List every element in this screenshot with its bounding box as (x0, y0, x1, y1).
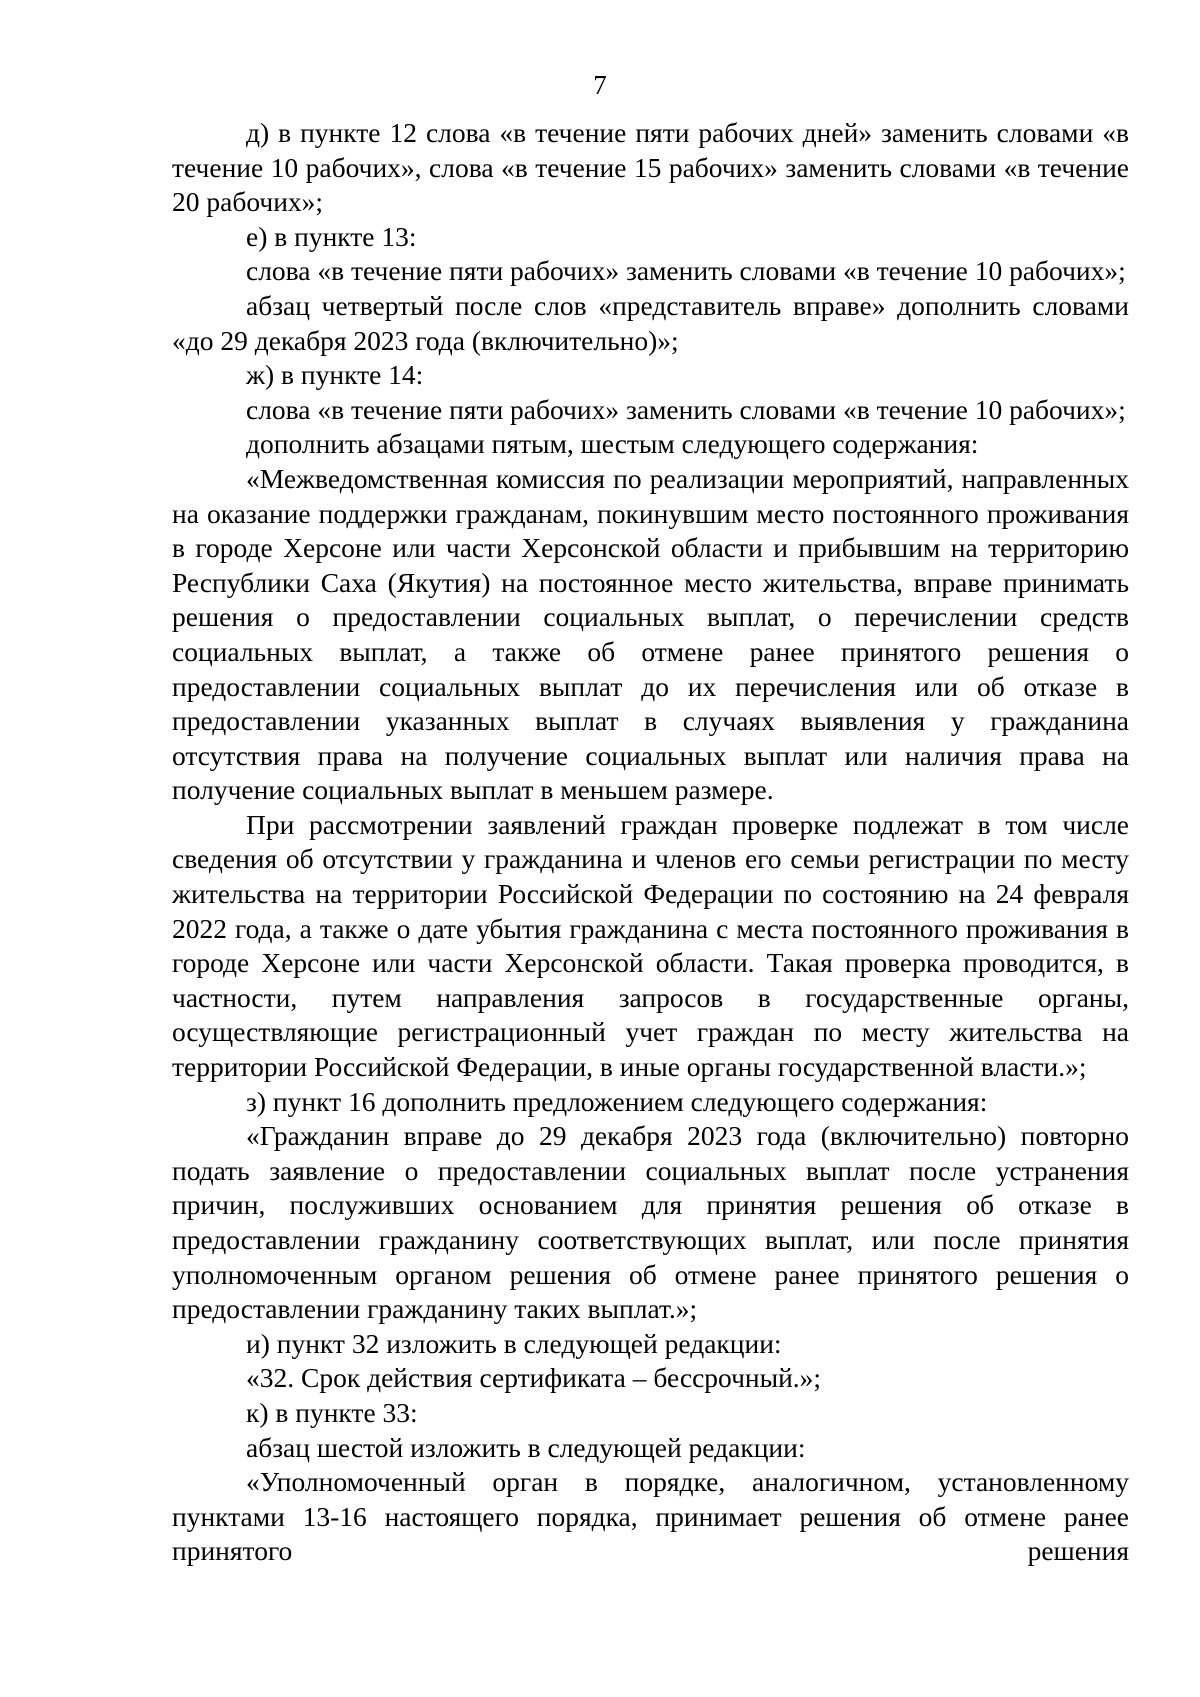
paragraph-item-e: е) в пункте 13: (246, 220, 417, 252)
paragraph-citizen-quote: «Гражданин вправе до 29 декабря 2023 года (включительно) повторно подать заявление о предоставлении социальных выплат после устранения причин, послуживших основанием для принятия решения об отказе в предоставлении гражданину соответствующих выплат, или после принятия уполномоченным органом решения об отмене ранее принятого решения о предоставлении гражданину таких выплат.»; (172, 1120, 1129, 1325)
paragraph-item-zh: ж) в пункте 14: (246, 359, 424, 391)
paragraph-verification: При рассмотрении заявлений граждан проверке подлежат в том числе сведения об отсутствии у гражданина и членов его семьи регистрации по месту жительства на территории Российской Федерации по состоянию на 24 февраля 2022 года, а также о дате убытия гражданина с места постоянного проживания в городе Херсоне или части Херсонской области. Такая проверка проводится, в частности, путем направления запросов в государственные органы, осуществляющие регистрационный учет граждан по месту жительства на территории Российской Федерации, в иные органы государственной власти.»; (172, 808, 1129, 1083)
paragraph-item-k: к) в пункте 33: (246, 1396, 418, 1428)
page-number: 7 (593, 70, 607, 100)
paragraph-item-zh-add: дополнить абзацами пятым, шестым следующего содержания: (246, 428, 979, 460)
paragraph-authorized-body-quote: «Уполномоченный орган в порядке, аналогичном, установленному пунктами 13-16 настоящего порядка, принимает решения об отмене ранее принятого решения (172, 1466, 1129, 1567)
paragraph-item-d: д) в пункте 12 слова «в течение пяти рабочих дней» заменить словами «в течение 10 рабочих», слова «в течение 15 рабочих» заменить словами «в течение 20 рабочих»; (172, 117, 1129, 218)
paragraph-item-i: и) пункт 32 изложить в следующей редакции: (246, 1327, 782, 1359)
paragraph-item-e-abzac: абзац четвертый после слов «представитель вправе» дополнить словами «до 29 декабря 2023 года (включительно)»; (172, 289, 1129, 356)
paragraph-item-k-abzac: абзац шестой изложить в следующей редакции: (246, 1431, 806, 1463)
paragraph-commission-quote: «Межведомственная комиссия по реализации мероприятий, направленных на оказание поддержки гражданам, покинувшим место постоянного проживания в городе Херсоне или части Херсонской области и прибывшим на территорию Республики Саха (Якутия) на постоянное место жительства, вправе принимать решения о предоставлении социальных выплат, о перечислении средств социальных выплат, а также об отмене ранее принятого решения о предоставлении социальных выплат до их перечисления или об отказе в предоставлении указанных выплат в случаях выявления у гражданина отсутствия права на получение социальных выплат или наличия права на получение социальных выплат в меньшем размере. (172, 462, 1129, 806)
document-body (172, 116, 1129, 1569)
paragraph-item-zh-words: слова «в течение пяти рабочих» заменить словами «в течение 10 рабочих»; (246, 393, 1126, 425)
paragraph-item-z: з) пункт 16 дополнить предложением следующего содержания: (246, 1085, 988, 1117)
paragraph-item-e-words: слова «в течение пяти рабочих» заменить словами «в течение 10 рабочих»; (246, 255, 1126, 287)
paragraph-certificate-term: «32. Срок действия сертификата – бессрочный.»; (246, 1362, 822, 1394)
